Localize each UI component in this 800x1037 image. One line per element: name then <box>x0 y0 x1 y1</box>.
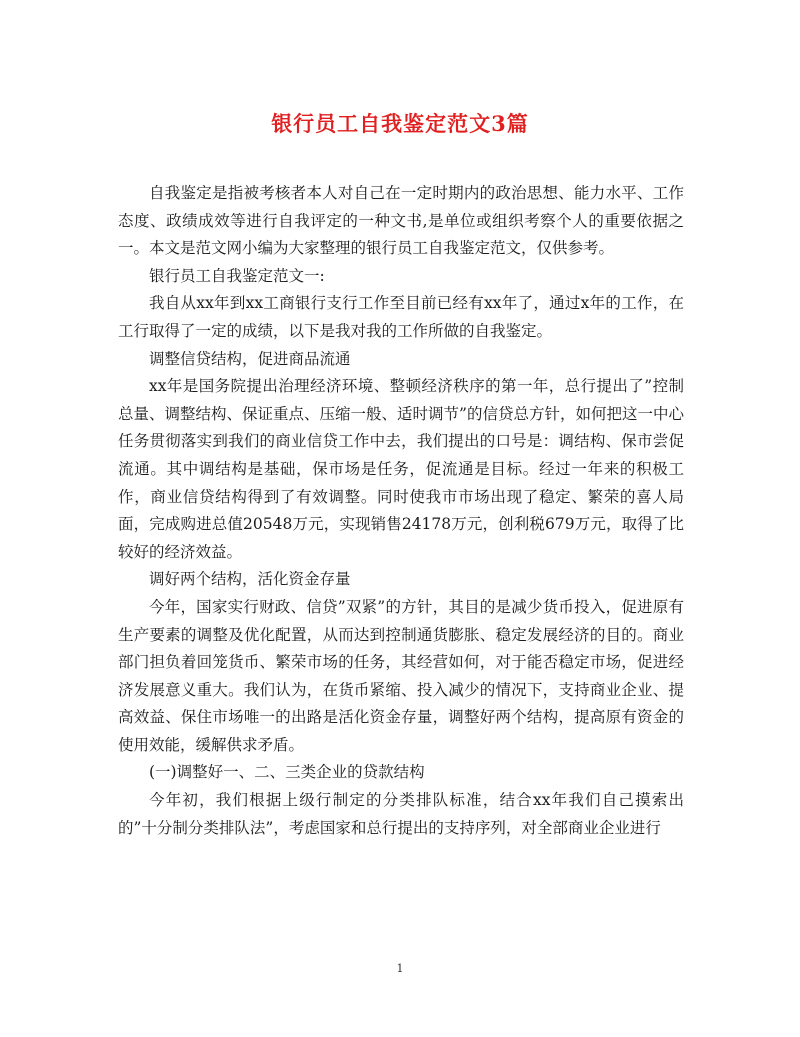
page-number: 1 <box>396 962 404 975</box>
paragraph-subheading: 调整信贷结构，促进商品流通 <box>149 349 351 368</box>
paragraph: 今年，国家实行财政、信贷”双紧”的方针，其目的是减少货币投入，促进原有生产要素的调整及优化配置，从而达到控制通货膨胀、稳定发展经济的目的。商业部门担负着回笼货币、繁荣市场的任务，其经营如何，对于能否稳定市场，促进经济发展意义重大。我们认为，在货币紧缩、投入减少的情况下，支持商业企业、提高效益、保住市场唯一的出路是活化资金存量，调整好两个结构，提高原有资金的使用效能，缓解供求矛盾。 <box>118 597 684 754</box>
document-title: 银行员工自我鉴定范文3篇 <box>271 111 529 136</box>
paragraph: xx年是国务院提出治理经济环境、整顿经济秩序的第一年，总行提出了”控制总量、调整结构、保证重点、压缩一般、适时调节”的信贷总方针，如何把这一中心任务贯彻落实到我们的商业信贷工作中去，我们提出的口号是：调结构、保市尝促流通。其中调结构是基础，保市场是任务，促流通是目标。经过一年来的积极工作，商业信贷结构得到了有效调整。同时使我市市场出现了稳定、繁荣的喜人局面，完成购进总值20548万元，实现销售24178万元，创利税679万元，取得了比较好的经济效益。 <box>118 377 684 561</box>
document-body <box>118 180 684 842</box>
paragraph-subheading: 调好两个结构，活化资金存量 <box>149 570 351 589</box>
paragraph-intro: 自我鉴定是指被考核者本人对自己在一定时期内的政治思想、能力水平、工作态度、政绩成效等进行自我评定的一种文书,是单位或组织考察个人的重要依据之一。本文是范文网小编为大家整理的银行员工自我鉴定范文，仅供参考。 <box>118 184 684 258</box>
paragraph: 今年初，我们根据上级行制定的分类排队标准，结合xx年我们自己摸索出的”十分制分类排队法”，考虑国家和总行提出的支持序列，对全部商业企业进行 <box>118 791 684 837</box>
paragraph-subheading: (一)调整好一、二、三类企业的贷款结构 <box>149 763 425 782</box>
paragraph: 我自从xx年到xx工商银行支行工作至目前已经有xx年了，通过x年的工作，在工行取得了一定的成绩，以下是我对我的工作所做的自我鉴定。 <box>118 294 684 340</box>
paragraph-section-heading: 银行员工自我鉴定范文一: <box>149 266 325 285</box>
